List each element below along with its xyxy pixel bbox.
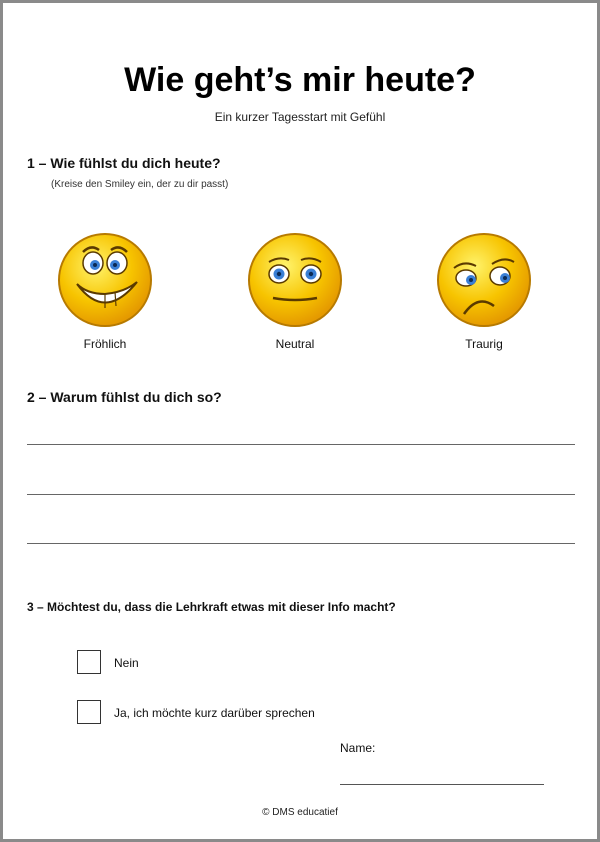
- answer-line-1[interactable]: [27, 444, 575, 445]
- question-2-heading: 2 – Warum fühlst du dich so?: [27, 389, 222, 405]
- checkbox-ja[interactable]: [77, 700, 101, 724]
- option-label-happy: Fröhlich: [83, 337, 127, 351]
- sad-smiley-icon[interactable]: [434, 230, 534, 330]
- answer-line-2[interactable]: [27, 494, 575, 495]
- checkbox-label-ja: Ja, ich möchte kurz darüber sprechen: [114, 706, 315, 720]
- question-3-heading: 3 – Möchtest du, dass die Lehrkraft etwas mit dieser Info macht?: [27, 600, 396, 614]
- page-title: Wie geht’s mir heute?: [124, 61, 476, 99]
- neutral-smiley-icon[interactable]: [245, 230, 345, 330]
- page-subtitle: Ein kurzer Tagesstart mit Gefühl: [214, 110, 386, 124]
- happy-smiley-icon[interactable]: [55, 230, 155, 330]
- question-1-hint: (Kreise den Smiley ein, der zu dir passt): [51, 179, 229, 190]
- option-label-sad: Traurig: [465, 337, 503, 351]
- copyright-footer: © DMS educatief: [262, 807, 338, 818]
- name-input-line[interactable]: [340, 784, 544, 785]
- checkbox-label-nein: Nein: [114, 656, 139, 670]
- name-label: Name:: [340, 741, 376, 755]
- option-label-neutral: Neutral: [275, 337, 315, 351]
- checkbox-nein[interactable]: [77, 650, 101, 674]
- question-1-heading: 1 – Wie fühlst du dich heute?: [27, 155, 221, 171]
- answer-line-3[interactable]: [27, 543, 575, 544]
